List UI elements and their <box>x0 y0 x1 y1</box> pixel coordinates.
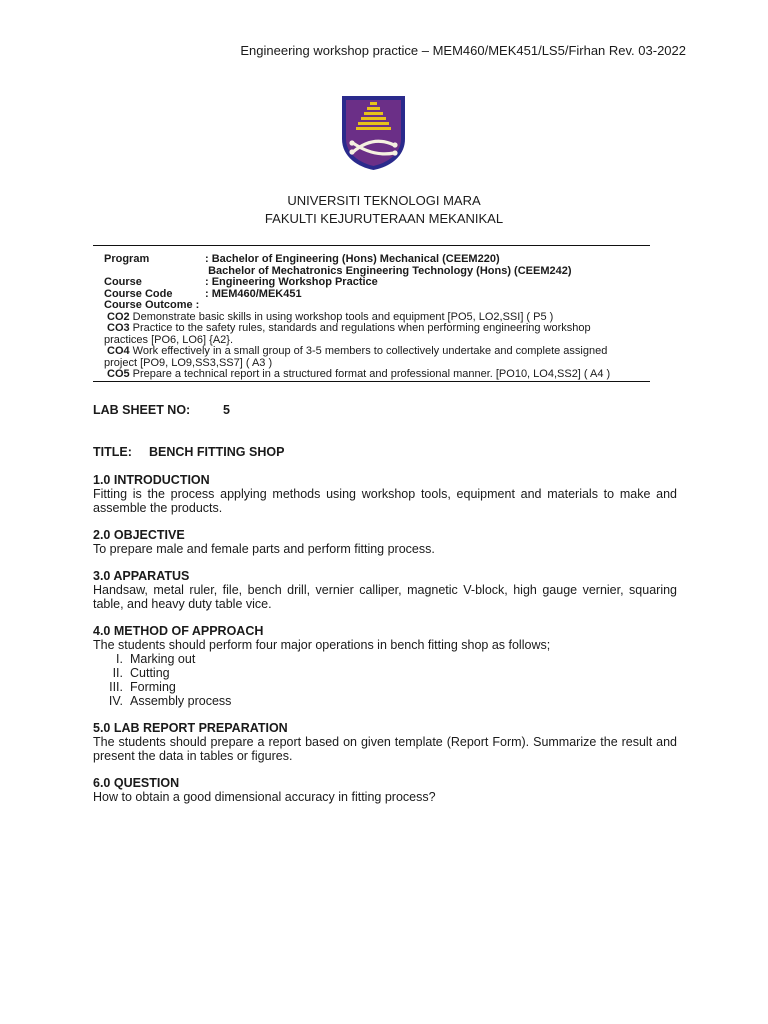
section-text: The students should perform four major operations in bench fitting shop as follows; <box>93 638 551 652</box>
section-question <box>93 776 677 804</box>
lab-sheet-label: LAB SHEET NO: <box>93 403 191 417</box>
faculty-name: FAKULTI KEJURUTERAAN MEKANIKAL <box>264 211 504 226</box>
outcome-co3-cont: practices [PO6, LO6] {A2}. <box>104 333 234 346</box>
section-report-preparation <box>93 721 677 763</box>
document-revision-header: Engineering workshop practice – MEM460/MEK451/LS5/Firhan Rev. 03-2022 <box>240 43 686 58</box>
section-heading: 6.0 QUESTION <box>93 776 180 790</box>
operations-list <box>93 652 677 708</box>
section-objective <box>93 528 677 556</box>
outcome-co2: CO2 Demonstrate basic skills in using workshop tools and equipment [PO5, LO2,SSI] ( P5 ) <box>107 310 554 323</box>
program-value: : Bachelor of Engineering (Hons) Mechanical (CEEM220) <box>205 253 500 265</box>
course-code-value: : MEM460/MEK451 <box>205 287 302 300</box>
section-introduction <box>93 473 677 515</box>
section-heading: 1.0 INTRODUCTION <box>93 473 210 487</box>
section-text: How to obtain a good dimensional accuracy in fitting process? <box>93 790 436 804</box>
course-label: Course <box>104 276 142 288</box>
section-text: The students should prepare a report based on given template (Report Form). Summarize the result and present the data in tables or figures. <box>93 735 677 763</box>
course-row <box>104 277 664 289</box>
section-text: Handsaw, metal ruler, file, bench drill, vernier calliper, magnetic V-block, high gauge vernier, squaring table, and heavy duty table vice. <box>93 583 677 611</box>
program-value-second: Bachelor of Mechatronics Engineering Technology (Hons) (CEEM242) <box>208 264 572 277</box>
lab-title-row <box>93 445 677 459</box>
section-text: Fitting is the process applying methods using workshop tools, equipment and materials to make and assemble the products. <box>93 487 677 515</box>
title-label: TITLE: <box>93 445 132 459</box>
course-code-label: Course Code <box>104 287 173 300</box>
list-item: III. Forming <box>109 680 176 694</box>
list-item: IV. Assembly process <box>108 694 232 708</box>
section-method <box>93 624 677 708</box>
section-heading: 3.0 APPARATUS <box>93 569 190 583</box>
lab-sheet-number-row <box>93 403 677 417</box>
outcome-co4: CO4 Work effectively in a small group of 3-5 members to collectively undertake and complete assigned <box>107 345 608 357</box>
section-text: To prepare male and female parts and perform fitting process. <box>93 542 435 556</box>
divider-top <box>93 245 650 246</box>
title-value: BENCH FITTING SHOP <box>149 445 285 459</box>
course-outcome-label: Course Outcome : <box>104 299 200 311</box>
outcome-co4-cont: project [PO9, LO9,SS3,SS7] ( A3 ) <box>104 356 273 369</box>
divider-bottom <box>93 381 650 382</box>
list-item: I. Marking out <box>116 652 196 666</box>
university-name: UNIVERSITI TEKNOLOGI MARA <box>287 193 481 208</box>
lab-sheet-number: 5 <box>223 403 230 417</box>
list-item: II. Cutting <box>112 666 170 680</box>
outcome-co3: CO3 Practice to the safety rules, standards and regulations when performing engineering workshop <box>107 322 591 334</box>
uitm-logo <box>341 95 406 171</box>
lab-sheet-body <box>93 403 677 804</box>
section-heading: 2.0 OBJECTIVE <box>93 528 185 542</box>
course-info-block <box>104 254 664 381</box>
section-apparatus <box>93 569 677 611</box>
section-heading: 5.0 LAB REPORT PREPARATION <box>93 721 288 735</box>
program-label: Program <box>104 253 150 265</box>
section-heading: 4.0 METHOD OF APPROACH <box>93 624 264 638</box>
course-value: : Engineering Workshop Practice <box>205 276 378 288</box>
outcome-co5: CO5 Prepare a technical report in a structured format and professional manner. [PO10, LO4,SS2] ( A4 ) <box>107 368 611 380</box>
